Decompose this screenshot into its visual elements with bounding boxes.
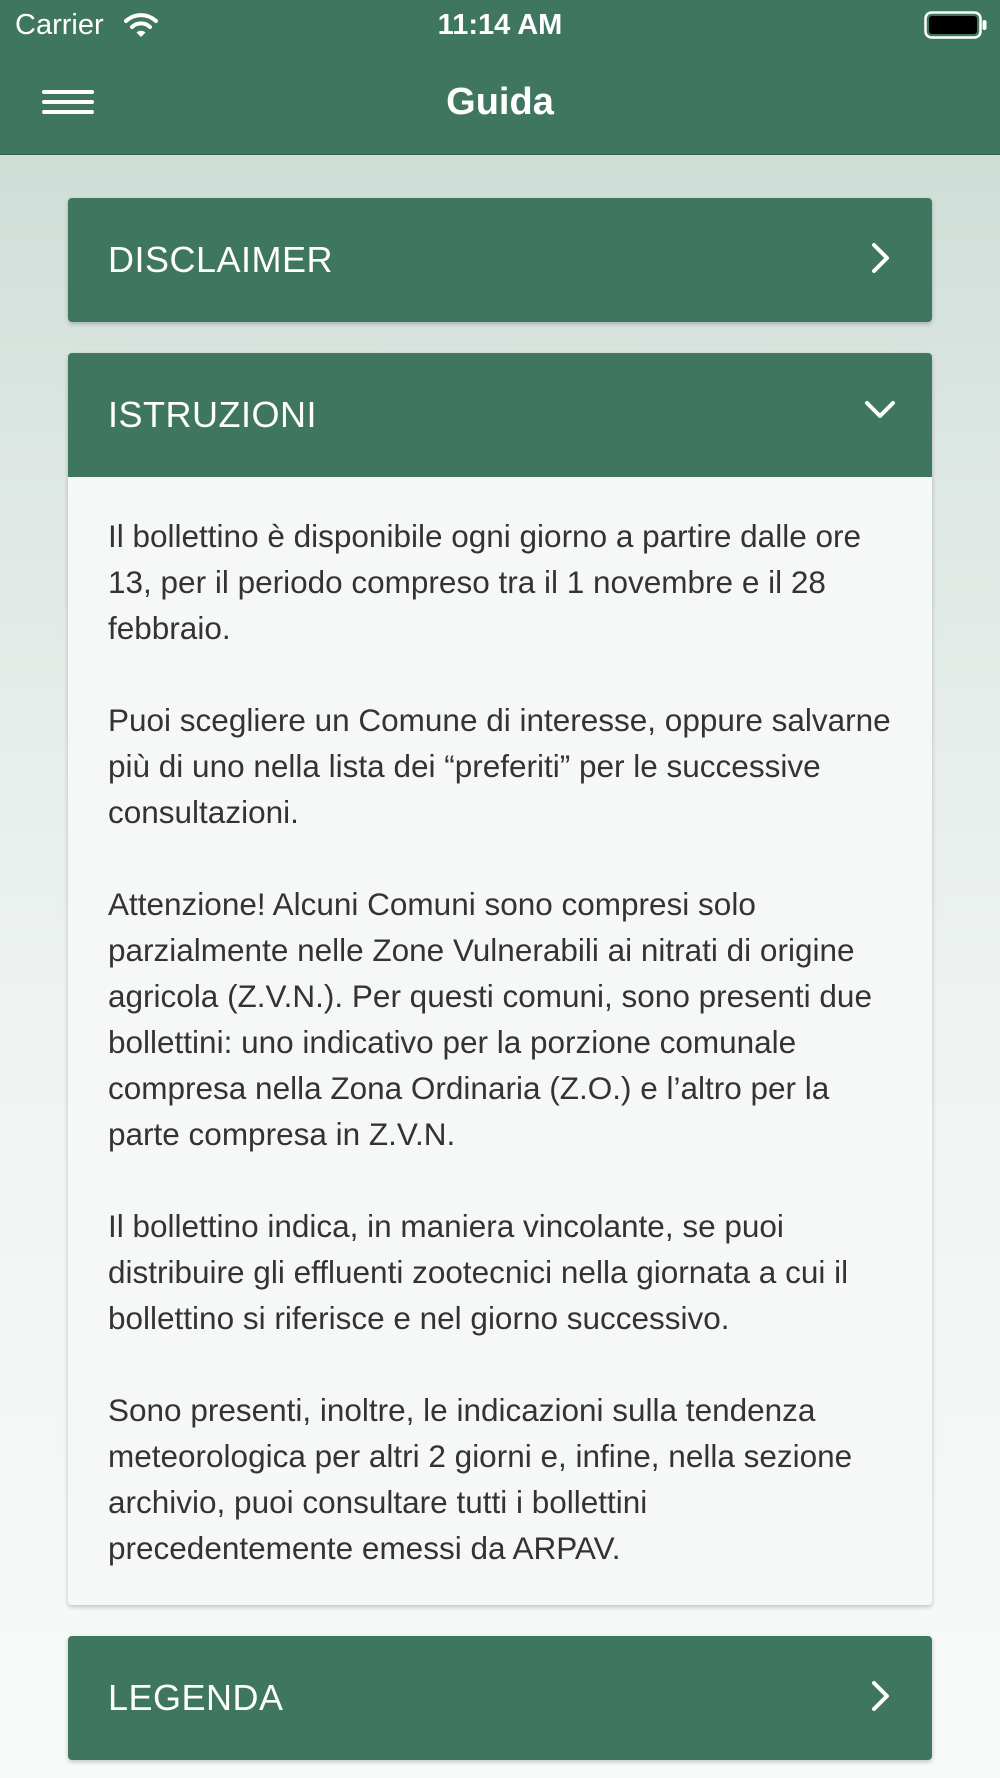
chevron-right-icon <box>862 240 898 276</box>
istruzioni-paragraph: Puoi scegliere un Comune di interesse, oppure salvarne più di uno nella lista dei “preferiti” per le successive consultazioni. <box>108 702 891 830</box>
istruzioni-paragraph: Attenzione! Alcuni Comuni sono compresi solo parzialmente nelle Zone Vulnerabili ai nitrati di origine agricola (Z.V.N.). Per questi comuni, sono presenti due bollettini: uno indicativo per la porzione comunale compresa nella Zona Ordinaria (Z.O.) e l’altro per la parte compresa in Z.V.N. <box>108 886 872 1152</box>
istruzioni-paragraph: Il bollettino indica, in maniera vincolante, se puoi distribuire gli effluenti zootecnici nella giornata a cui il bollettino si riferisce e nel giorno successivo. <box>108 1208 849 1336</box>
page-title: Guida <box>446 81 554 123</box>
status-bar <box>0 0 1000 50</box>
istruzioni-card <box>68 353 932 1605</box>
istruzioni-paragraph: Sono presenti, inoltre, le indicazioni sulla tendenza meteorologica per altri 2 giorni e, infine, nella sezione archivio, puoi consultare tutti i bollettini precedentemente emessi da ARPAV. <box>108 1392 853 1566</box>
legenda-card <box>68 1636 932 1760</box>
battery-icon <box>924 11 988 39</box>
disclaimer-card <box>68 198 932 322</box>
legenda-label: LEGENDA <box>108 1677 284 1718</box>
navigation-bar <box>0 50 1000 155</box>
status-time: 11:14 AM <box>437 9 563 41</box>
legenda-header[interactable] <box>68 1636 932 1760</box>
chevron-down-icon <box>862 391 898 427</box>
istruzioni-content <box>68 477 932 1605</box>
chevron-right-icon <box>862 1678 898 1714</box>
istruzioni-label: ISTRUZIONI <box>108 394 317 435</box>
carrier-label: Carrier <box>15 9 104 41</box>
istruzioni-paragraph: Il bollettino è disponibile ogni giorno a partire dalle ore 13, per il periodo compreso tra il 1 novembre e il 28 febbraio. <box>108 518 861 646</box>
disclaimer-header[interactable] <box>68 198 932 322</box>
disclaimer-label: DISCLAIMER <box>108 239 334 280</box>
istruzioni-header[interactable] <box>68 353 932 477</box>
